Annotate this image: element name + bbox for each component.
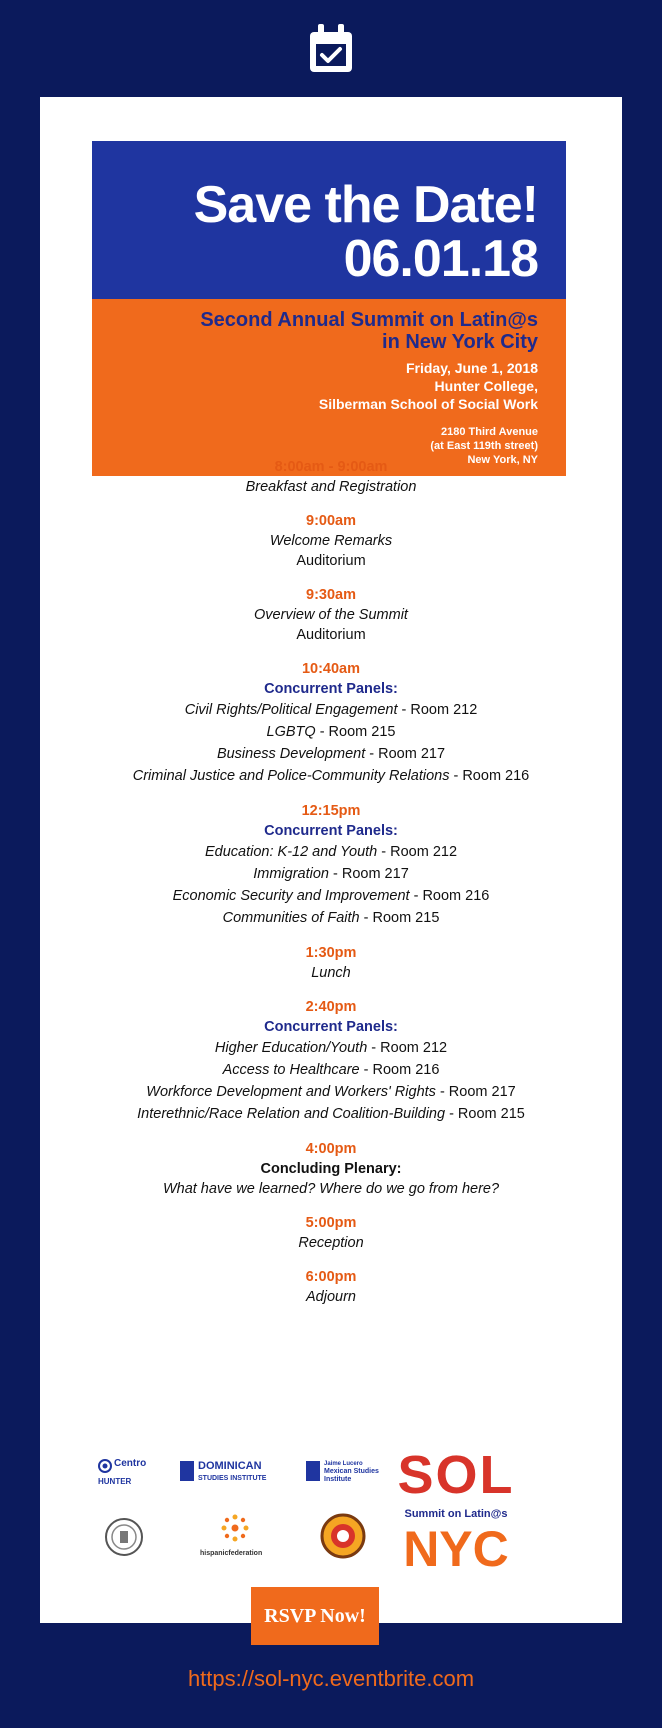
dominican-label-2: STUDIES INSTITUTE [198, 1475, 267, 1482]
schedule-time: 1:30pm [305, 945, 357, 961]
panel-item [40, 907, 622, 929]
schedule-block [40, 511, 622, 571]
panels-heading: Concurrent Panels: [264, 1019, 398, 1035]
sol-logo-mid: Summit on Latin@s [404, 1508, 508, 1520]
dominican-studies-logo [180, 1461, 280, 1491]
schedule-time: 12:15pm [301, 803, 361, 819]
banner-date: 06.01.18 [343, 230, 538, 288]
hunter-label: HUNTER [98, 1477, 132, 1486]
panel-name: Workforce Development and Workers' Rights [146, 1084, 436, 1100]
panel-name: Criminal Justice and Police-Community Relations [132, 768, 450, 784]
panel-room: - Room 216 [359, 1062, 440, 1078]
schedule-time: 4:00pm [305, 1141, 357, 1157]
panel-item [40, 699, 622, 721]
eventbrite-link[interactable]: https://sol-nyc.eventbrite.com [187, 1666, 475, 1691]
panels-heading: Concurrent Panels: [264, 681, 398, 697]
dominican-label-1: DOMINICAN [198, 1460, 262, 1472]
schedule-item: What have we learned? Where do we go from here? [162, 1181, 500, 1197]
panels-heading: Concurrent Panels: [264, 823, 398, 839]
schedule-block [40, 997, 622, 1125]
schedule-block [40, 585, 622, 645]
schedule-item: Overview of the Summit [254, 607, 408, 623]
schedule-block [40, 1267, 622, 1307]
event-date: Friday, June 1, 2018 [405, 360, 538, 376]
schedule-time: 8:00am - 9:00am [274, 459, 388, 475]
panel-room: - Room 215 [445, 1106, 525, 1122]
panel-name: Economic Security and Improvement [172, 888, 410, 904]
mexican-label-1: Jaime Lucero [324, 1461, 363, 1467]
calendar-check-icon [307, 22, 355, 76]
cuny-mark-icon [306, 1461, 320, 1481]
schedule-time: 5:00pm [305, 1215, 357, 1231]
schedule-block [40, 801, 622, 929]
panel-room: - Room 217 [365, 746, 446, 762]
panel-item [40, 743, 622, 765]
panel-item [40, 765, 622, 787]
panel-item [40, 1037, 622, 1059]
panel-name: Education: K-12 and Youth [204, 844, 378, 860]
banner-title: Save the Date! [193, 176, 538, 234]
panel-room: - Room 216 [449, 768, 530, 784]
schedule-item: Adjourn [306, 1289, 356, 1305]
centro-swirl-icon [98, 1459, 112, 1473]
event-venue-line1: Hunter College, [434, 378, 538, 394]
panel-item [40, 1103, 622, 1125]
event-address-line2: (at East 119th street) [430, 440, 538, 452]
schedule-item: Reception [298, 1235, 364, 1251]
sol-nyc-logo [394, 1447, 518, 1587]
schedule-block [40, 1139, 622, 1199]
rsvp-button[interactable]: RSVP Now! [251, 1587, 379, 1645]
nyc-seal-icon [104, 1517, 144, 1557]
panel-item [40, 721, 622, 743]
sponsor-logos [40, 1447, 622, 1607]
panel-item [40, 885, 622, 907]
schedule-list [40, 457, 622, 1321]
panel-room: - Room 212 [377, 844, 458, 860]
centro-label: Centro [114, 1458, 147, 1469]
panel-item [40, 1059, 622, 1081]
panel-name: Business Development [216, 746, 366, 762]
panel-name: Higher Education/Youth [214, 1040, 368, 1056]
schedule-time: 9:30am [306, 587, 356, 603]
panel-item [40, 1081, 622, 1103]
mexican-studies-logo [306, 1461, 386, 1491]
panel-item [40, 863, 622, 885]
save-the-date-banner [92, 141, 566, 299]
event-name-line2: in New York City [382, 331, 538, 353]
schedule-time: 2:40pm [305, 999, 357, 1015]
schedule-item: Auditorium [296, 627, 366, 643]
event-address-line1: 2180 Third Avenue [441, 426, 538, 438]
round-seal-icon [320, 1513, 366, 1559]
panel-name: Interethnic/Race Relation and Coalition-Building [137, 1106, 446, 1122]
flyer-card [40, 97, 622, 1623]
panel-room: - Room 212 [397, 702, 478, 718]
sol-logo-bottom: NYC [403, 1521, 509, 1577]
schedule-time: 10:40am [301, 661, 361, 677]
schedule-block [40, 457, 622, 497]
cuny-mark-icon [180, 1461, 194, 1481]
centro-hunter-logo [98, 1457, 158, 1491]
mexican-label-3: Institute [324, 1476, 352, 1483]
schedule-item: Concluding Plenary: [260, 1161, 402, 1177]
panel-name: Access to Healthcare [222, 1062, 360, 1078]
panel-name: Immigration [253, 866, 329, 882]
event-name-line1: Second Annual Summit on Latin@s [200, 309, 538, 331]
schedule-item: Auditorium [296, 553, 366, 569]
panel-item [40, 841, 622, 863]
sunburst-icon [220, 1513, 250, 1543]
event-address-line3: New York, NY [467, 454, 538, 466]
event-venue-line2: Silberman School of Social Work [318, 396, 538, 412]
schedule-block [40, 659, 622, 787]
panel-room: - Room 212 [367, 1040, 448, 1056]
panel-room: - Room 217 [328, 866, 409, 882]
event-info-banner [92, 299, 566, 476]
panel-room: - Room 215 [315, 724, 396, 740]
mexican-label-2: Mexican Studies [324, 1468, 379, 1475]
schedule-block [40, 943, 622, 983]
panel-room: - Room 215 [359, 910, 440, 926]
schedule-block [40, 1213, 622, 1253]
panel-name: Civil Rights/Political Engagement [184, 702, 398, 718]
schedule-item: Breakfast and Registration [245, 479, 417, 495]
panel-room: - Room 217 [435, 1084, 516, 1100]
panel-name: Communities of Faith [222, 910, 360, 926]
panel-name: LGBTQ [266, 724, 316, 740]
panel-room: - Room 216 [409, 888, 490, 904]
schedule-time: 9:00am [306, 513, 356, 529]
schedule-time: 6:00pm [305, 1269, 357, 1285]
schedule-item: Lunch [311, 965, 351, 981]
sol-logo-top: SOL [397, 1445, 515, 1505]
hispanic-federation-logo [200, 1513, 270, 1563]
hispanic-federation-label: hispanicfederation [200, 1550, 263, 1557]
schedule-item: Welcome Remarks [269, 533, 393, 549]
